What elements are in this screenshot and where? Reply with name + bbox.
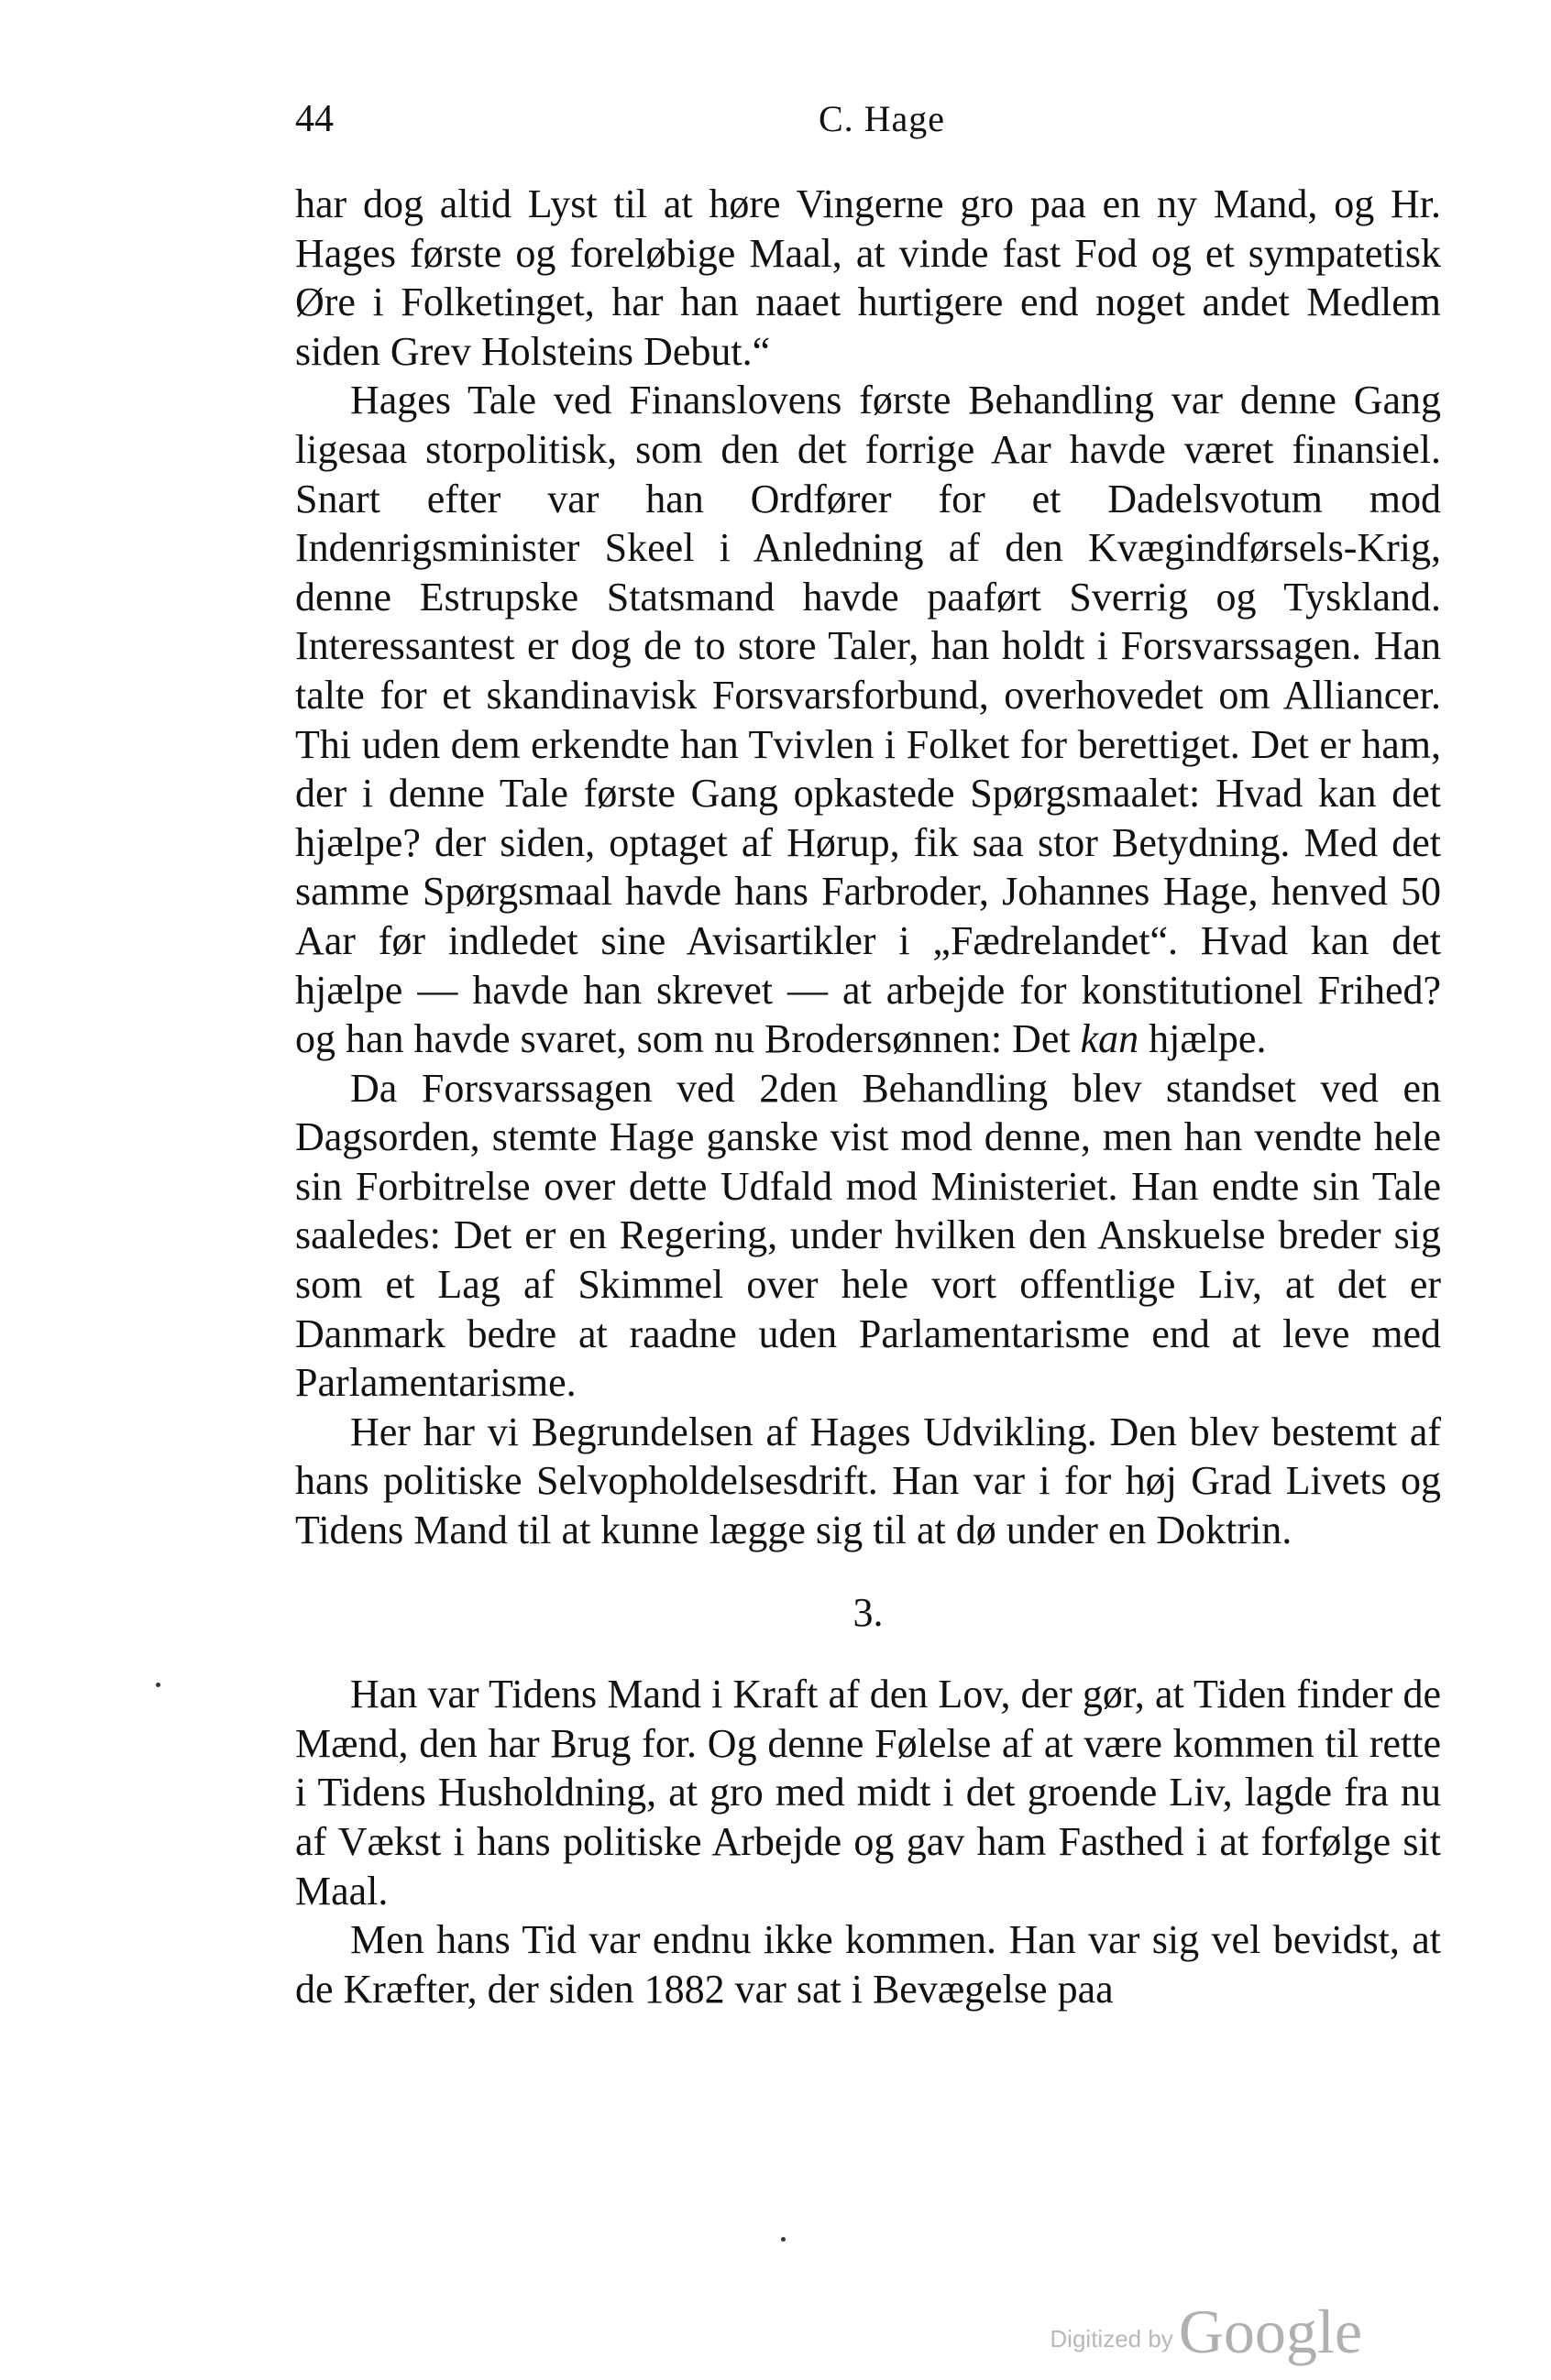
paragraph-4: Her har vi Begrundelsen af Hages Udvikling. Den blev bestemt af hans politiske Selvopholdelsesdrift. Han var i for høj Grad Livets og Tidens Mand til at kunne lægge sig til at dø under en Doktrin. [295,1409,1441,1553]
scan-speck [156,1683,160,1687]
paragraph-5: Han var Tidens Mand i Kraft af den Lov, der gør, at Tiden finder de Mænd, den har Brug for. Og denne Følelse af at være kommen til rette i Tidens Husholdning, at gro med midt i det groende Liv, lagde fra nu af Vækst i hans politiske Arbejde og gav ham Fasthed i at forfølge sit Maal. [295,1672,1441,1914]
paragraph-6: Men hans Tid var endnu ikke kommen. Han var sig vel bevidst, at de Kræfter, der siden 1882 var sat i Bevægelse paa [295,1917,1441,2012]
scan-speck [781,2237,786,2242]
section-number: 3. [852,1589,884,1635]
paragraph-3: Da Forsvarssagen ved 2den Behandling blev standset ved en Dagsorden, stemte Hage ganske vist mod denne, men han vendte hele sin Forbitrelse over dette Udfald mod Ministeriet. Han endte sin Tale saaledes: Det er en Regering, under hvilken den Anskuelse breder sig som et Lag af Skimmel over hele vort offentlige Liv, at det er Danmark bedre at raadne uden Parlamentarisme end at leve med Parlamentarisme. [295,1065,1441,1406]
page-number: 44 [295,98,334,140]
paragraph-2 [295,376,1441,1063]
page-header [295,92,1441,147]
digitized-by-label: Digitized by [1050,2325,1173,2353]
digitized-watermark [1050,2289,1362,2366]
paragraph-2-end: hjælpe. [1138,1016,1267,1062]
paragraph-2-text: Hages Tale ved Finanslovens første Behandling var denne Gang ligesaa storpolitisk, som den det forrige Aar havde været finansiel. Snart efter var han Ordfører for et Dadelsvotum mod Indenrigsminister Skeel i Anledning af den Kvægindførsels-Krig, denne Estrupske Statsmand havde paaført Sverrig og Tyskland. Interessantest er dog de to store Taler, han holdt i Forsvarssagen. Han talte for et skandinavisk Forsvarsforbund, overhovedet om Alliancer. Thi uden dem erkendte han Tvivlen i Folket for berettiget. Det er ham, der i denne Tale første Gang opkastede Spørgsmaalet: Hvad kan det hjælpe? der siden, optaget af Hørup, fik saa stor Betydning. Med det samme Spørgsmaal havde hans Farbroder, Johannes Hage, henved 50 Aar før indledet sine Avisartikler i „Fædrelandet“. Hvad kan det hjælpe — havde han skrevet — at arbejde for konstitutionel Frihed? og han havde svaret, som nu Brodersønnen: Det [295,378,1441,1062]
italic-word: kan [1080,1016,1139,1062]
running-head: C. Hage [818,98,946,139]
paragraph-1: har dog altid Lyst til at høre Vingerne gro paa en ny Mand, og Hr. Hages første og foreløbige Maal, at vinde fast Fod og et sympatetisk Øre i Folketinget, har han naaet hurtigere end noget andet Medlem siden Grev Holsteins Debut.“ [295,181,1441,374]
google-logo: Google [1178,2297,1362,2366]
body-text [295,180,1441,2013]
